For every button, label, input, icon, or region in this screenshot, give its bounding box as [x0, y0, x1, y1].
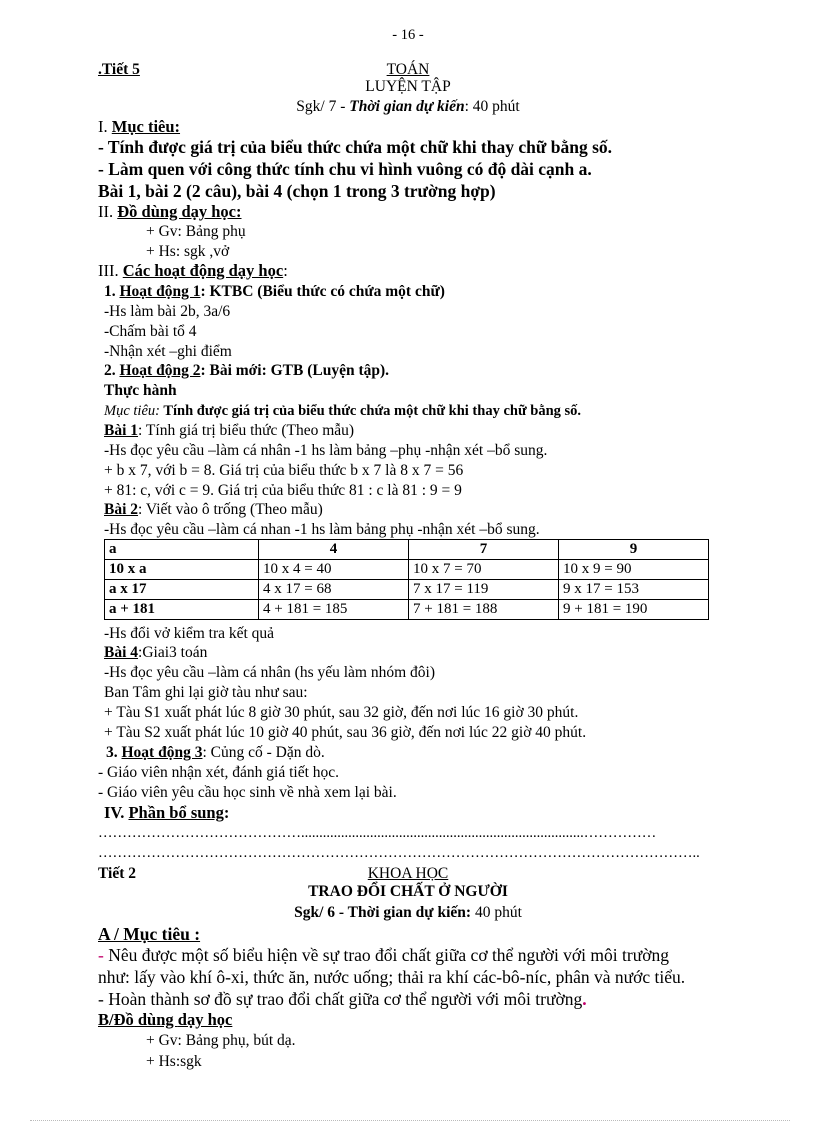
objective-line: - Làm quen với công thức tính chu vi hình vuông có độ dài cạnh a.	[98, 159, 592, 179]
objective-line: Bài 1, bài 2 (2 câu), bài 4 (chọn 1 trong 3 trường hợp)	[98, 181, 496, 201]
activity-title: Hoạt động 1	[119, 283, 201, 300]
table-header-cell: 9	[559, 540, 709, 560]
table-cell: 10 x 7 = 70	[409, 560, 559, 580]
table-cell: 9 + 181 = 190	[559, 600, 709, 620]
section-title: Các hoạt động dạy học	[122, 261, 284, 280]
objective-dash: -	[98, 945, 104, 965]
activity-number: 2.	[104, 362, 120, 379]
exercise-line: -Hs đọc yêu cầu –làm cá nhân (hs yếu làm nhóm đôi)	[104, 664, 436, 681]
table-row	[105, 560, 709, 580]
lesson-period-label: Tiết 2	[98, 865, 137, 882]
table-header-cell: 4	[259, 540, 409, 560]
objective-text: Nêu được một số biểu hiện về sự trao đổi chất giữa cơ thể người với môi trường	[103, 945, 669, 965]
objective-line	[98, 991, 587, 1009]
table-cell: 9 x 17 = 153	[559, 580, 709, 600]
table-cell: 4 + 181 = 185	[259, 600, 409, 620]
table-cell: 7 x 17 = 119	[409, 580, 559, 600]
section-a-heading: A / Mục tiêu :	[98, 924, 201, 944]
sgk-reference: Sgk/ 7 -	[296, 98, 350, 115]
objective-text: - Hoàn thành sơ đồ sự trao đổi chất giữa cơ thể người với môi trường	[98, 989, 583, 1009]
closing-line: - Giáo viên nhận xét, đánh giá tiết học.	[98, 764, 340, 781]
activity-2-heading	[104, 363, 389, 379]
sgk-time-line	[0, 99, 816, 115]
time-label: Thời gian dự kiến:	[347, 904, 472, 921]
exercise-label: Bài 1	[104, 422, 139, 439]
lesson-period-label: .Tiết 5	[98, 61, 140, 78]
page-bottom-border	[30, 1120, 790, 1121]
sgk-time-line	[0, 905, 816, 921]
section-number: I.	[98, 117, 112, 136]
section-number: III.	[98, 261, 123, 280]
exercise-line: -Hs đọc yêu cầu –làm cá nhân -1 hs làm bảng –phụ -nhận xét –bổ sung.	[104, 442, 548, 459]
exercise-line: Ban Tâm ghi lại giờ tàu như sau:	[104, 684, 308, 701]
exercise-2-table	[104, 539, 709, 620]
activity-line: -Chấm bài tổ 4	[104, 323, 197, 340]
materials-teacher: + Gv: Bảng phụ	[146, 223, 246, 240]
exercise-line: + Tàu S1 xuất phát lúc 8 giờ 30 phút, sau 32 giờ, đến nơi lúc 16 giờ 30 phút.	[104, 704, 579, 721]
table-cell: 7 + 181 = 188	[409, 600, 559, 620]
table-header-row	[105, 540, 709, 560]
section-number: IV.	[104, 803, 129, 822]
activity-3-heading	[106, 745, 325, 761]
table-row-label: 10 x a	[105, 560, 259, 580]
table-header-cell: a	[105, 540, 259, 560]
table-row-label: a x 17	[105, 580, 259, 600]
lesson-title: LUYỆN TẬP	[365, 78, 451, 95]
exercise-line: + 81: c, với c = 9. Giá trị của biểu thức 81 : c là 81 : 9 = 9	[104, 482, 462, 499]
section-title: Phần bổ sung	[128, 803, 224, 822]
objective-text: Tính được giá trị của biểu thức chứa một chữ khi thay chữ bằng số.	[159, 403, 582, 419]
activity-line: -Hs làm bài 2b, 3a/6	[104, 303, 231, 320]
exercise-2-heading	[104, 502, 323, 518]
section-title: Mục tiêu:	[111, 117, 181, 136]
table-cell: 10 x 9 = 90	[559, 560, 709, 580]
objective-label: Mục tiêu:	[104, 403, 160, 419]
supplement-dotted-line: ……………………………………………………………………………………………………………..	[98, 846, 700, 861]
activity-number: 3.	[106, 744, 122, 761]
exercise-line: -Hs đổi vở kiểm tra kết quả	[104, 625, 275, 642]
objective-line: như: lấy vào khí ô-xi, thức ăn, nước uống; thải ra khí các-bô-níc, phân và nước tiểu.	[98, 967, 686, 987]
section-activities-heading	[98, 263, 288, 280]
supplement-dotted-line: ……………………………………..............................................................................……………	[98, 826, 657, 841]
section-objectives-heading	[98, 119, 180, 136]
time-label: Thời gian dự kiến	[349, 98, 465, 115]
subject-title: KHOA HỌC	[367, 865, 449, 882]
activity-number: 1.	[104, 283, 120, 300]
objective-period: .	[582, 989, 587, 1009]
table-row	[105, 580, 709, 600]
practice-objective	[104, 404, 581, 419]
practice-heading: Thực hành	[104, 382, 177, 399]
section-prefix: B/Đồ dùng	[98, 1010, 178, 1029]
section-b-heading	[98, 1012, 232, 1029]
exercise-4-heading	[104, 645, 207, 661]
objective-line	[98, 947, 758, 965]
colon: :	[283, 261, 288, 280]
section-materials-heading	[98, 204, 242, 221]
activity-description: : KTBC (Biểu thức có chứa một chữ)	[200, 283, 445, 300]
table-row-label: a + 181	[105, 600, 259, 620]
activity-title: Hoạt động 2	[119, 362, 201, 379]
activity-description: : Bài mới: GTB (Luyện tập).	[200, 362, 390, 379]
sgk-reference: Sgk/ 6 -	[294, 904, 348, 921]
section-title: Đồ dùng dạy học:	[117, 202, 242, 221]
time-value: 40 phút	[471, 904, 522, 921]
objective-line: - Tính được giá trị của biểu thức chứa một chữ khi thay chữ bằng số.	[98, 137, 613, 157]
materials-student: + Hs:sgk	[146, 1053, 202, 1070]
subject-title: TOÁN	[386, 61, 430, 78]
section-supplement-heading	[104, 805, 229, 822]
materials-teacher: + Gv: Bảng phụ, bút dạ.	[146, 1032, 296, 1049]
exercise-1-heading	[104, 423, 354, 439]
exercise-text: : Viết vào ô trống (Theo mẫu)	[138, 501, 323, 518]
table-row	[105, 600, 709, 620]
activity-title: Hoạt động 3	[121, 744, 203, 761]
exercise-label: Bài 4	[104, 644, 139, 661]
exercise-line: + Tàu S2 xuất phát lúc 10 giờ 40 phút, sau 36 giờ, đến nơi lúc 22 giờ 40 phút.	[104, 724, 587, 741]
activity-line: -Nhận xét –ghi điểm	[104, 343, 232, 360]
exercise-line: -Hs đọc yêu cầu –làm cá nhan -1 hs làm bảng phụ -nhận xét –bổ sung.	[104, 521, 540, 538]
colon: :	[223, 803, 230, 822]
closing-line: - Giáo viên yêu cầu học sinh về nhà xem lại bài.	[98, 784, 397, 801]
activity-1-heading	[104, 284, 445, 300]
section-title: dạy học	[177, 1010, 233, 1029]
exercise-text: :Giai3 toán	[138, 644, 208, 661]
exercise-text: : Tính giá trị biểu thức (Theo mẫu)	[138, 422, 355, 439]
activity-description: : Củng cố - Dặn dò.	[202, 744, 325, 761]
page-number: - 16 -	[392, 27, 424, 43]
table-cell: 10 x 4 = 40	[259, 560, 409, 580]
lesson-title: TRAO ĐỔI CHẤT Ở NGƯỜI	[308, 883, 508, 900]
materials-student: + Hs: sgk ,vở	[146, 243, 230, 260]
table-header-cell: 7	[409, 540, 559, 560]
table-cell: 4 x 17 = 68	[259, 580, 409, 600]
exercise-line: + b x 7, với b = 8. Giá trị của biểu thức b x 7 là 8 x 7 = 56	[104, 462, 464, 479]
exercise-label: Bài 2	[104, 501, 139, 518]
time-value: : 40 phút	[464, 98, 520, 115]
section-number: II.	[98, 202, 118, 221]
